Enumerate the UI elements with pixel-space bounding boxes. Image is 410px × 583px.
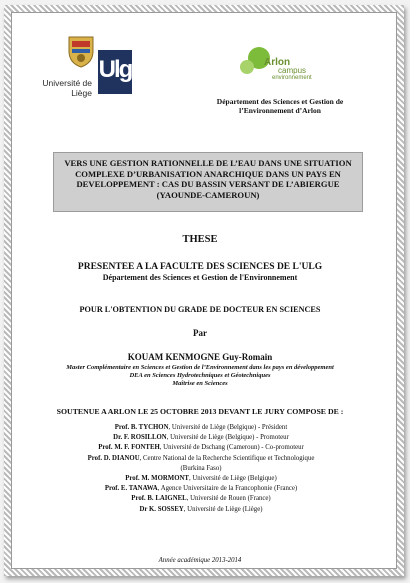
arlon-sub2: environnement bbox=[272, 75, 312, 81]
ulg-name-text: Université de Liège bbox=[42, 78, 92, 98]
jury-role: (Burkina Faso) bbox=[180, 464, 222, 472]
degree-line: Maîtrise en Sciences bbox=[172, 380, 228, 387]
jury-role: , Université de Rouen (France) bbox=[186, 495, 271, 503]
jury-member bbox=[18, 443, 384, 453]
jury-role: , Université de Liège (Belgique) - Promoteur bbox=[166, 434, 289, 442]
arlon-sub: campus bbox=[278, 66, 307, 75]
jury-role: , Université de Liège (Belgique) - Président bbox=[168, 424, 288, 431]
ulg-crest-icon bbox=[66, 33, 96, 69]
jury-name: Dr. F. ROSILLON bbox=[113, 434, 167, 442]
jury-name: Prof. M. F. FONTEH bbox=[98, 444, 160, 452]
department-header: Département des Sciences et Gestion de l’Environnement d’Arlon bbox=[216, 97, 344, 115]
jury-member bbox=[18, 454, 384, 464]
jury-list bbox=[18, 423, 384, 515]
department-line: Département des Sciences et Gestion de l'Environnement bbox=[102, 273, 298, 282]
jury-name: Prof. M. MORMONT bbox=[125, 475, 189, 483]
ulg-mark-text: Ulg bbox=[98, 56, 132, 83]
jury-member bbox=[18, 423, 384, 433]
jury-member bbox=[18, 433, 384, 443]
jury-name: Prof. D. DIANOU bbox=[87, 454, 140, 462]
jury-member bbox=[18, 494, 384, 504]
par-label: Par bbox=[193, 328, 207, 338]
degree-line: Master Complémentaire en Sciences et Gestion de l’Environnement dans les pays en développement bbox=[66, 364, 334, 371]
thesis-title: VERS UNE GESTION RATIONNELLE DE L’EAU DANS UNE SITUATION COMPLEXE D’URBANISATION ANARCHIQUE DANS UN PAYS EN DEVELOPPEMENT : CAS DU BASSIN VERSANT DE L’ABIERGUE (YAOUNDE-CAMEROUN) bbox=[64, 158, 352, 200]
defense-line: SOUTENUE A ARLON LE 25 OCTOBRE 2013 DEVANT LE JURY COMPOSE DE : bbox=[56, 407, 344, 416]
jury-member bbox=[18, 474, 384, 484]
title-banner bbox=[53, 152, 363, 212]
jury-member bbox=[18, 484, 384, 494]
jury-role: , Université de Dschang (Cameroun) - Co-promoteur bbox=[159, 444, 304, 452]
these-label: THESE bbox=[182, 234, 218, 245]
jury-name: Dr K. SOSSEY bbox=[139, 505, 184, 513]
jury-member bbox=[18, 505, 384, 515]
jury-name: Prof. B. LAIGNEL bbox=[131, 495, 187, 503]
jury-role: , Centre National de la Recherche Scientifique et Technologique bbox=[139, 454, 315, 462]
jury-name: Prof. B. TYCHON bbox=[114, 424, 169, 431]
degree-line: DEA en Sciences Hydrotechniques et Géotechniques bbox=[129, 372, 271, 379]
jury-name: Prof. E. TANAWA bbox=[104, 485, 158, 493]
jury-role: , Université de Liège (Belgique) bbox=[188, 475, 277, 483]
presentee-line: PRESENTEE A LA FACULTE DES SCIENCES DE L'ULG bbox=[77, 262, 323, 272]
arlon-title: Arlon bbox=[264, 57, 291, 68]
author-name: KOUAM KENMOGNE Guy-Romain bbox=[127, 352, 273, 362]
jury-member bbox=[18, 464, 384, 474]
jury-role: , Agence Universitaire de la Francophonie (France) bbox=[157, 485, 298, 493]
academic-year: Année académique 2013-2014 bbox=[158, 557, 242, 564]
ulg-mark bbox=[98, 50, 132, 94]
arlon-leaf-small-icon bbox=[240, 60, 254, 74]
jury-role: , Université de Liège (Liège) bbox=[183, 505, 263, 513]
obtention-line: POUR L'OBTENTION DU GRADE DE DOCTEUR EN SCIENCES bbox=[79, 305, 321, 314]
